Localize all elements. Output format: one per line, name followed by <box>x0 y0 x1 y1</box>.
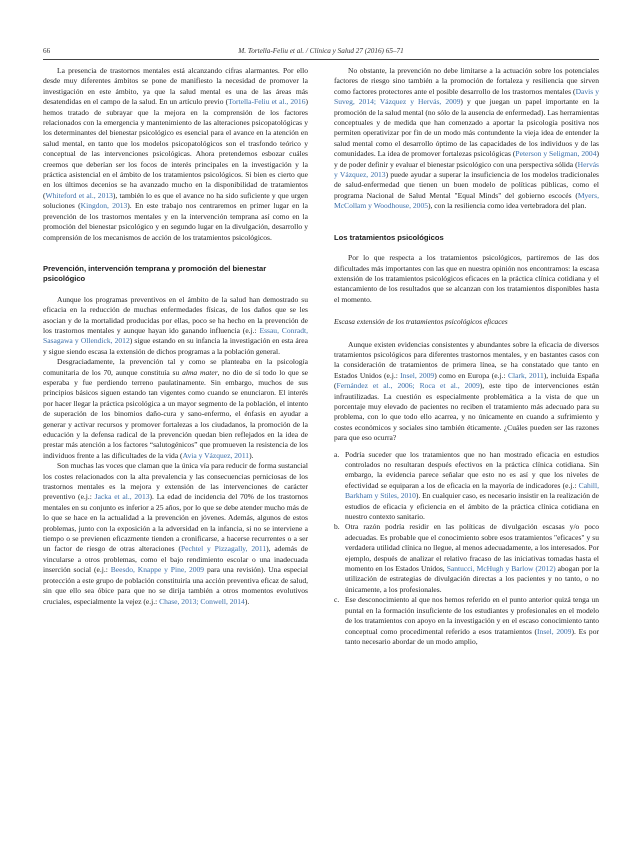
reasons-list <box>334 450 599 648</box>
subsection-heading: Escasa extensión de los tratamientos psicológicos eficaces <box>334 317 508 327</box>
citation-link[interactable]: Peterson y Seligman, 2004 <box>515 149 597 159</box>
header-rule <box>43 59 599 60</box>
citation-link[interactable]: Kingdon, 2013 <box>80 201 128 211</box>
section-heading-prevention: Prevención, intervención temprana y promoción del bienestar psicológico <box>43 263 267 284</box>
text-run: ) puede ayudar a superar la insuficiencia de los modelos tradicionales de salud-enfermedad que tienen un buen modelo de políticas públicas, como el programa Nacional de Salud Mental "Equal Minds" del gobierno escocés ( <box>334 170 599 200</box>
citation-link[interactable]: Essau, Conradt, Sasagawa y Ollendick, 2012 <box>43 325 308 346</box>
text-run: ). <box>249 450 254 460</box>
text-run: Aunque existen evidencias consistentes y abundantes sobre la eficacia de diversos tratamientos psicológicos para diferentes trastornos mentales, y en bastantes casos con la consideración de tratamientos de primera línea, se ha constatado que tanto en Estados Unidos (e.j.: <box>334 339 599 380</box>
text-run: ) sigue estando en su infancia la investigación en esta área y sigue siendo escasa la extensión de dichos programas a la población general. <box>43 336 308 356</box>
list-marker: b. <box>334 522 340 532</box>
citation-link[interactable]: Insel, 2009 <box>537 626 572 636</box>
citation-link[interactable]: Avia y Vázquez, 2011 <box>182 450 250 460</box>
text-run: ). En cualquier caso, es necesario insistir en la realización de estudios de eficacia y eficiencia en el ámbito de la práctica clínica cotidiana en nuestro contexto sanitario. <box>345 491 600 522</box>
paragraph-treatments-intro: Por lo que respecta a los tratamientos psicológicos, partiremos de las dos dificultades más importantes con las que en nuestra opinión nos encontramos: la escasa extensión de los tratamientos psicológicos eficaces en la práctica clínica cotidiana y el estancamiento de los resultados que se alcanzan con los tratamientos disponibles hasta el momento. <box>334 253 599 304</box>
paragraph-dissemination <box>334 340 599 444</box>
paragraph-intro <box>43 66 308 243</box>
text-run: Desgraciadamente, la prevención tal y como se planteaba en la psicología comunitaria de los 70, aunque constituía su <box>43 357 308 377</box>
text-run: ) hemos tratado de subrayar que la mejora en la comprensión de los factores relacionados con la emergencia y mantenimiento de las alteraciones psicopatológicas y los determinantes del bienestar psicológico es esencial para el avance en la atención en salud mental, en tanto que los modelos psicopatológicos son el trasfondo teórico y conceptual de las intervenciones psicológicas. Ahora pretendemos esbozar cuáles creemos que deberían ser los focos de interés principales en la investigación y la práctica asistencial en el ámbito de los tratamientos psicológicos. Si bien es cierto que en los últimos decenios se ha avanzado mucho en la disponibilidad de tratamientos ( <box>43 97 308 200</box>
citation-link[interactable]: Hervás y Vázquez, 2013 <box>334 159 599 180</box>
citation-link[interactable]: Cahill, Barkham y Stiles, 2010 <box>345 480 599 501</box>
text-run: No obstante, la prevención no debe limitarse a la actuación sobre los potenciales factores de riesgo sino también a la promoción de fortaleza y resiliencia que sirven como factores protectores ante el posible desarrollo de los trastornos mentales ( <box>334 66 599 96</box>
text-run: para una revisión). Una especial protección a este grupo de población constituiría una acción preventiva eficaz de salud, sin que ello sea óbice para que no se dirija también a otros momentos evolutivos cruciales, especialmente la vejez (e.j.: <box>43 565 308 606</box>
citation-link[interactable]: Santucci, McHugh y Barlow (2012) <box>446 564 556 574</box>
section-heading-treatments: Los tratamientos psicológicos <box>334 232 444 242</box>
text-run: ) y de poder definir y evaluar el bienestar psicológico con una perspectiva sólida ( <box>334 149 599 169</box>
citation-link[interactable]: Beesdo, Knappe y Pine, 2009 <box>110 565 205 575</box>
text-run: ). En este trabajo nos centraremos en primer lugar en la prevención de los trastornos mentales y en la intervención temprana así como en la promoción del bienestar psicológico y en segundo lugar en la divulgación, desarrollo y comprensión de los mecanismos de acción de los tratamientos psicológicos. <box>43 201 308 242</box>
page-number: 66 <box>43 47 51 55</box>
citation-link[interactable]: Whiteford et al., 2013 <box>45 190 113 200</box>
text-run: Podría suceder que los tratamientos que no han mostrado eficacia en estudios controlados no resultaran después efectivos en la práctica clínica cotidiana. Sin embargo, la evidencia parece señalar que esto no es así y que los niveles de efectividad se equiparan a los de eficacia en la mayoría de indicadores (e.j.: <box>345 449 599 490</box>
text-run: ). La edad de incidencia del 70% de los trastornos mentales en su conjunto es inferior a 25 años, por lo que se debe atender mucho más de lo que se hace en la actualidad a la prevención en jóvenes. Además, algunos de estos problemas, junto con la exposición a la adversidad en la infancia, si no se interviene a tiempo o se previenen eficazmente tienden a cronificarse, a hacerse recurrentes o a ser un factor de riesgo de otras alteraciones ( <box>43 492 308 554</box>
text-run: Ese desconocimiento al que nos hemos referido en el punto anterior quizá tenga un puntal en la formación insuficiente de los estudiantes y profesionales en el modelo de los tratamientos con apoyo en la investigación y en el escaso conocimiento tanto conceptual como procedimental referido a esos tratamientos ( <box>345 595 599 636</box>
citation-link[interactable]: Chase, 2013; Conwell, 2014 <box>159 596 245 606</box>
text-run: ), con la resiliencia como idea vertebradora del plan. <box>428 201 587 211</box>
text-run: ) y que juegan un papel importante en la promoción de la salud mental (no sólo de la ausencia de enfermedad). Las herramientas conceptuales y de medida que han comenzado a aportar la psicología positiva nos permiten operativizar por fin de un modo más contundente la vieja idea de entender la salud mental como el desarrollo óptimo de las capacidades de los individuos y de las comunidades. La idea de promover fortalezas psicológicas ( <box>334 97 600 159</box>
list-item <box>334 522 599 595</box>
list-item <box>334 595 599 647</box>
text-run: Son muchas las voces que claman que la única vía para reducir de forma sustancial los costes relacionados con la alta prevalencia y las consecuencias perniciosas de los trastornos mentales es la mejora y extensión de las intervenciones de carácter preventivo (e.j.: <box>43 461 308 502</box>
text-run: ), también lo es que el avance no ha sido suficiente y que urgen soluciones ( <box>43 190 308 211</box>
citation-link[interactable]: Fernández et al., 2006; Roca et al., 2009 <box>336 381 480 391</box>
running-header <box>43 44 599 58</box>
citation-link[interactable]: Davis y Suveg, 2014; Vázquez y Hervás, 2009 <box>334 86 599 107</box>
text-run: La presencia de trastornos mentales está alcanzando cifras alarmantes. Por ello desde muy diferentes ámbitos se pone de manifiesto la necesidad de promover la investigación en este ámbito, ya que la salud mental es una de las áreas más desatendidas en el campo de la salud. En un artículo previo ( <box>43 66 308 107</box>
list-marker: c. <box>334 595 340 605</box>
citation-link[interactable]: Insel, 2009 <box>400 370 435 380</box>
citation-link[interactable]: Jacka et al., 2013 <box>94 492 150 502</box>
paragraph-resilience <box>334 66 599 212</box>
citation-link[interactable]: Pechtel y Pizzagally, 2011 <box>180 544 267 554</box>
text-run: abogan por la utilización de estrategias de divulgación directas a los pacientes y no tanto, o no únicamente, a los profesionales. <box>345 564 599 594</box>
text-run: ), este tipo de intervenciones están infrautilizadas. La cuestión es especialmente problemática a la vista de que un porcentaje muy elevado de pacientes no reciben el tratamiento más adecuado para su problema, con lo que todo ello acarrea, y no únicamente en cuando a sufrimiento y costes económicos y sociales sino también éticamente. ¿Cuáles pueden ser las razones para que eso ocurra? <box>334 381 599 443</box>
text-run: Aunque los programas preventivos en el ámbito de la salud han demostrado su eficacia en la reducción de muchas enfermedades físicas, de los daños que se les asocian y de la mortalidad producidas por ellas, poco se ha hecho en la prevención de los trastornos mentales y aunque hayan ido ganando influencia (e.j.: <box>43 294 308 335</box>
emphasis-text: alma mater <box>182 367 218 377</box>
text-run: ), además de vincularse a otros problemas, como el bajo rendimiento escolar o una inadecuada inserción social (e.j.: <box>43 544 308 575</box>
citation-link[interactable]: Clark, 2011 <box>507 370 544 380</box>
paragraph-prevention-2 <box>43 357 308 461</box>
list-item <box>334 450 599 523</box>
text-run: ), incluida España ( <box>334 370 600 391</box>
paragraph-prevention-3 <box>43 461 308 607</box>
citation-link[interactable]: Myers, McCollam y Woodhouse, 2005 <box>334 190 599 211</box>
right-column <box>334 66 599 647</box>
text-run: , no dio de sí todo lo que se esperaba y fue perdiendo terreno paulatinamente. Sin embargo, muchos de sus principios básicos siguen estando tan vigentes como cuando se enunciaron. El interés por hacer llegar la práctica psicológica a un mayor segmento de la población, el intento de superación de los binomios daño-cura y sano-enfermo, el énfasis en ayudar a generar y activar recursos y promover fortalezas a los ciudadanos, la promoción de la educación y la defensa radical de la prevención quedan bien reflejados en la idea de prestar más atención a los factores “salutogénicos” que promueven la resistencia de los individuos frente a las dificultades de la vida ( <box>43 367 309 460</box>
citation-link[interactable]: Tortella-Feliu et al., 2016 <box>228 97 306 107</box>
text-run: ). Es por tanto necesario abordar de un modo amplio, <box>345 626 599 646</box>
left-column <box>43 66 308 607</box>
list-marker: a. <box>334 449 340 459</box>
running-title: M. Tortella-Feliu et al. / Clínica y Salud 27 (2016) 65–71 <box>238 47 404 55</box>
text-run: ). <box>244 596 250 606</box>
text-run: ) como en Europa (e.j.: <box>434 370 508 380</box>
paragraph-prevention-1 <box>43 295 308 357</box>
text-run: Otra razón podría residir en las políticas de divulgación escasas y/o poco adecuadas. Es probable que el conocimiento sobre esos tratamientos "eficaces" y su verdadera utilidad clínica no llegue, al menos adecuadamente, a los interesados. Por ejemplo, después de analizar el relativo fracaso de las iniciativas tomadas hasta el momento en los Estados Unidos, <box>345 522 599 574</box>
